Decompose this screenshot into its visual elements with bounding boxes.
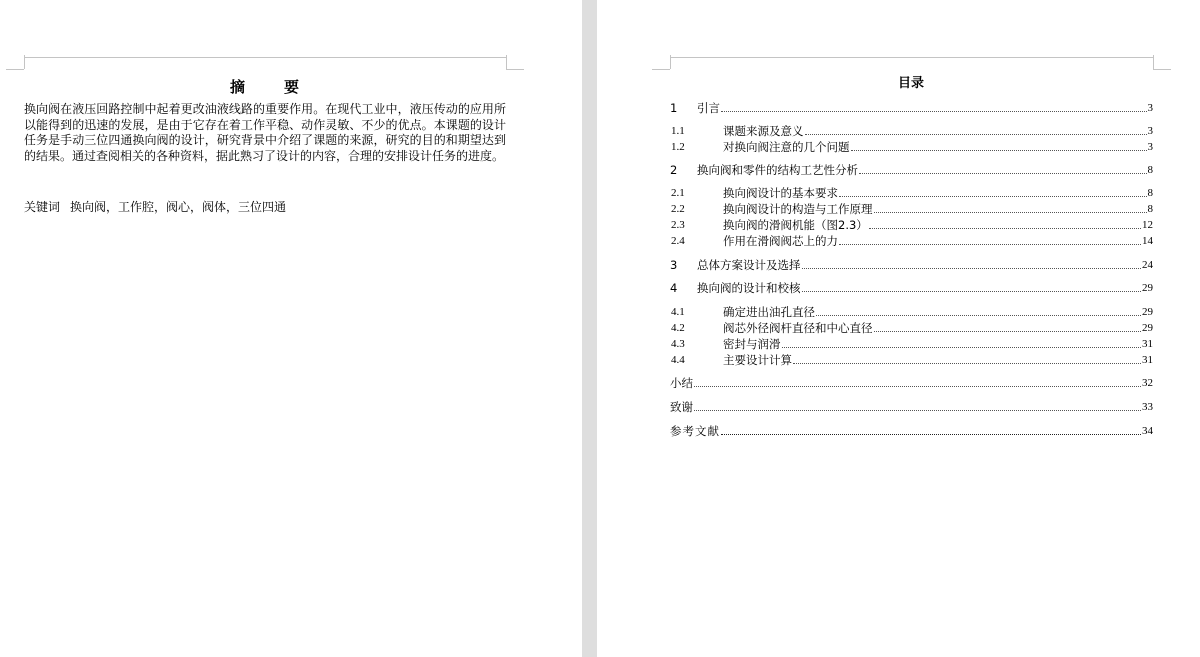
toc-leader [816,315,1141,316]
toc-entry-page: 3 [1147,102,1153,114]
toc-entry-page: 14 [1142,235,1153,247]
toc-entry-number: 4 [670,281,678,295]
toc-entry-page: 32 [1142,377,1153,389]
toc-entry-text: 确定进出油孔直径 [723,305,815,319]
toc-entry-number: 4.3 [671,338,685,350]
toc-entry-page: 12 [1142,219,1153,231]
toc-entry-page: 24 [1142,259,1153,271]
toc-entry[interactable] [670,218,1153,232]
toc-leader [782,347,1142,348]
toc-entry[interactable] [670,258,1153,272]
toc-leader [802,291,1142,292]
toc-entry-text: 对换向阀注意的几个问题 [723,140,850,154]
toc-page [597,0,1200,657]
toc-leader [694,386,1141,387]
toc-entry-page: 8 [1147,164,1153,176]
toc-entry-number: 2.1 [671,187,685,199]
toc-entry-number: 2.3 [671,219,685,231]
toc-leader [805,134,1147,135]
toc-leader [869,228,1141,229]
toc-entry-page: 29 [1142,306,1153,318]
margin-mark [1153,55,1154,69]
toc-entry[interactable] [670,305,1153,319]
page-gutter [582,0,597,657]
toc-entry[interactable] [670,186,1153,200]
toc-entry[interactable] [670,101,1153,115]
keywords-label: 关键词 [24,200,61,214]
toc-entry[interactable] [670,337,1153,351]
margin-mark [670,57,1153,58]
toc-entry[interactable] [670,140,1153,154]
toc-leader [874,331,1142,332]
toc-entry-number: 4.1 [671,306,685,318]
toc-entry-text: 换向阀设计的基本要求 [723,186,838,200]
toc-leader [721,434,1141,435]
toc-entry-text: 换向阀的滑阀机能（图2.3） [723,218,868,232]
toc-entry-text: 引言 [697,101,720,115]
toc-leader [839,196,1147,197]
toc-entry-page: 31 [1142,354,1153,366]
toc-entry-page: 3 [1147,141,1153,153]
toc-entry-number: 2.4 [671,235,685,247]
toc-entry-number: 4.4 [671,354,685,366]
toc-entry-page: 33 [1142,401,1153,413]
toc-entry-page: 34 [1142,425,1153,437]
toc-entry-text: 阀芯外径阀杆直径和中心直径 [723,321,873,335]
toc-entry-text: 参考文献 [670,424,720,438]
abstract-title-char: 要 [284,78,301,96]
toc-entry[interactable] [670,124,1153,138]
margin-mark [652,69,670,70]
toc-entry-text: 小结 [670,376,693,390]
toc-leader [859,173,1147,174]
toc-entry-number: 1.2 [671,141,685,153]
margin-mark [1153,69,1171,70]
toc-entry[interactable] [670,234,1153,248]
toc-entry-number: 2.2 [671,203,685,215]
toc-entry-text: 换向阀设计的构造与工作原理 [723,202,873,216]
toc-title: 目录 [897,76,924,91]
toc-entry-number: 2 [670,163,678,177]
toc-entry[interactable] [670,353,1153,367]
margin-mark [24,57,506,58]
toc-leader [694,410,1141,411]
toc-leader [721,111,1147,112]
toc-entry-text: 主要设计计算 [723,353,792,367]
toc-entry[interactable] [670,321,1153,335]
toc-entry[interactable] [670,400,1153,414]
toc-entry-page: 31 [1142,338,1153,350]
toc-entry-page: 3 [1147,125,1153,137]
toc-entry-number: 4.2 [671,322,685,334]
toc-entry[interactable] [670,202,1153,216]
keywords-line [24,200,286,215]
toc-entry-text: 总体方案设计及选择 [697,258,801,272]
toc-entry-number: 1.1 [671,125,685,137]
toc-entry-page: 8 [1147,203,1153,215]
toc-entry-text: 作用在滑阀阀芯上的力 [723,234,838,248]
toc-entry-page: 8 [1147,187,1153,199]
toc-leader [851,150,1147,151]
toc-leader [802,268,1142,269]
toc-entry[interactable] [670,376,1153,390]
toc-entry-text: 课题来源及意义 [723,124,804,138]
toc-entry[interactable] [670,163,1153,177]
margin-mark [6,69,24,70]
toc-entry-text: 换向阀的设计和校核 [697,281,801,295]
toc-entry-page: 29 [1142,282,1153,294]
margin-mark [506,69,524,70]
abstract-page [0,0,582,657]
toc-entry-page: 29 [1142,322,1153,334]
toc-entry-number: 1 [670,101,678,115]
abstract-title [24,76,506,97]
keywords-value: 换向阀，工作腔，阀心，阀体，三位四通 [70,200,287,214]
abstract-body: 换向阀在液压回路控制中起着更改油液线路的重要作用。在现代工业中，液压传动的应用所以能得到的迅速的发展，是由于它存在着工作平稳、动作灵敏、不少的优点。本课题的设计任务是手动三位四通换向阀的设计，研究背景中介绍了课题的来源，研究的目的和期望达到的结果。通过查阅相关的各种资料，据此熟习了设计的内容，合理的安排设计任务的进度。 [24,102,506,163]
abstract-title-char: 摘 [229,78,246,96]
toc-entry[interactable] [670,281,1153,295]
toc-entry[interactable] [670,424,1153,438]
toc-entry-text: 密封与润滑 [723,337,781,351]
toc-entry-text: 换向阀和零件的结构工艺性分析 [697,163,858,177]
toc-entry-number: 3 [670,258,678,272]
toc-entry-text: 致谢 [670,400,693,414]
toc-leader [839,244,1141,245]
toc-leader [874,212,1147,213]
toc-leader [793,363,1141,364]
margin-mark [506,55,507,69]
